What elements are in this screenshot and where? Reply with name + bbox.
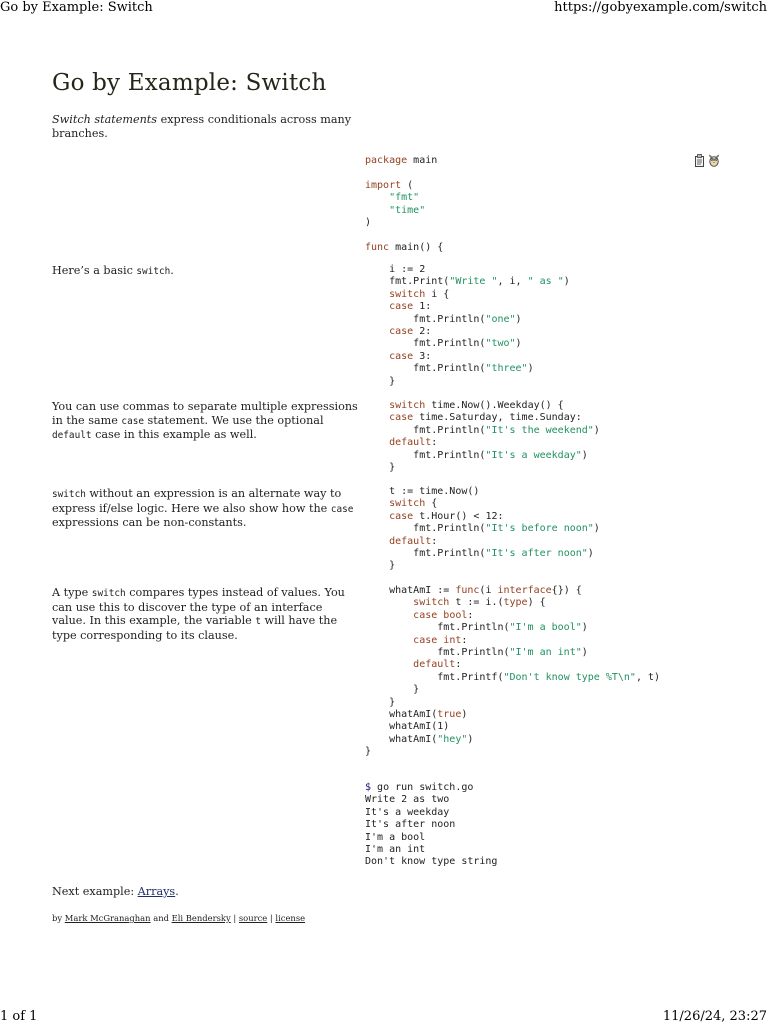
doc-basic-switch: Here’s a basic switch. [52, 264, 174, 277]
next-example-link[interactable]: Arrays [137, 885, 176, 898]
intro-text [52, 113, 358, 140]
code-block-type-switch: whatAmI := func(i interface{}) { switch t := i.(type) { case bool: fmt.Println("I'm a bool") case int: fmt.Println("I'm an int") default: fmt.Printf("Don't know type %T\n", t) } } whatAmI(true) whatAmI(1) whatAmI("hey") } [365, 585, 661, 758]
code-block-basic: i := 2 fmt.Print("Write ", i, " as ") switch i { case 1: fmt.Println("one") case 2: fmt.Println("two") case 3: fmt.Println("three") } [389, 264, 570, 387]
print-header-url: https://gobyexample.com/switch [554, 0, 767, 15]
intro-em: Switch statements [52, 113, 158, 126]
code-block-package: package main import ( "fmt" "time" ) func main() { [365, 155, 444, 253]
doc-type-switch: A type switch compares types instead of values. You can use this to discover the type of an interface value. In this example, the variable t will have the type corresponding to its clause. [52, 586, 345, 642]
print-footer-page: 1 of 1 [0, 1009, 38, 1024]
source-link[interactable]: source [238, 913, 268, 923]
code-block-noon: t := time.Now() switch { case t.Hour() < 12: fmt.Println("It's before noon") default: fmt.Println("It's after noon") } [389, 486, 600, 572]
doc-commas-default: You can use commas to separate multiple expressions in the same case statement. We use the optional default case in this example as well. [52, 400, 358, 442]
print-footer-date: 11/26/24, 23:27 [662, 1009, 767, 1024]
page-title: Go by Example: Switch [52, 70, 327, 96]
next-example: Next example: Arrays. [52, 885, 179, 898]
code-actions [694, 154, 722, 168]
code-block-weekday: switch time.Now().Weekday() { case time.Saturday, time.Sunday: fmt.Println("It's the weekend") default: fmt.Println("It's a weekday") } [389, 400, 600, 474]
doc-no-expression: switch without an expression is an alternate way to express if/else logic. Here we also show how the case expressions can be non-constants. [52, 487, 354, 530]
intro-rest: express conditionals across many branches. [52, 113, 352, 140]
author-mark-link[interactable]: Mark McGranaghan [64, 913, 151, 923]
run-code-icon[interactable] [708, 154, 720, 167]
author-eli-link[interactable]: Eli Bendersky [171, 913, 231, 923]
copy-code-icon[interactable] [694, 154, 706, 167]
print-header-title: Go by Example: Switch [0, 0, 153, 15]
byline: by Mark McGranaghan and Eli Bendersky | source | license [52, 913, 306, 923]
shell-output: $ go run switch.go Write 2 as two It's a weekday It's after noon I'm a bool I'm an int Don't know type string [365, 782, 498, 868]
license-link[interactable]: license [275, 913, 306, 923]
